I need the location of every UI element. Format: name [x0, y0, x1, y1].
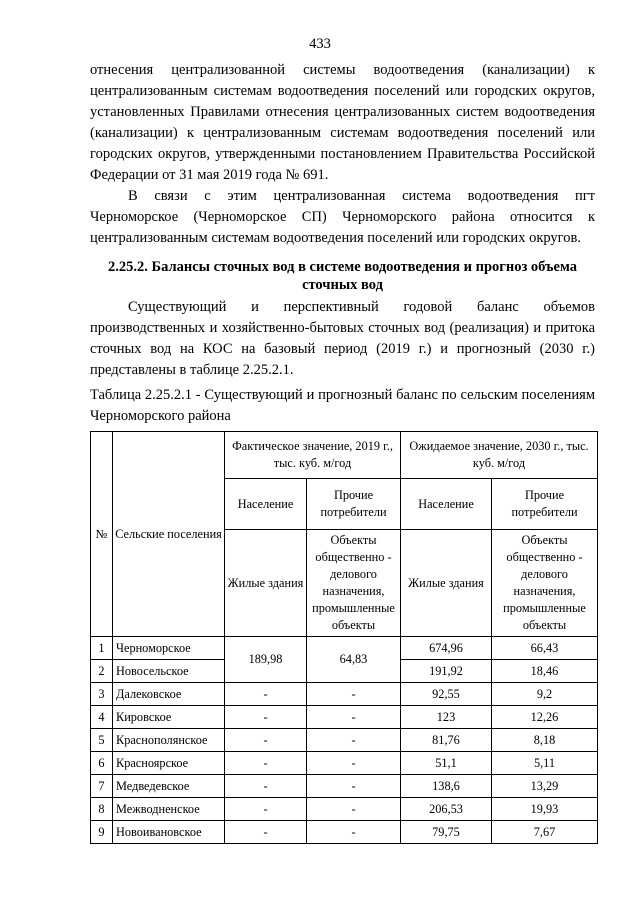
- row-num: 4: [91, 706, 113, 729]
- row-expected-population: 79,75: [401, 821, 492, 844]
- row-name: Новоивановское: [113, 821, 225, 844]
- row-actual-other: -: [307, 706, 401, 729]
- table-row: [91, 775, 598, 798]
- header-num: №: [91, 432, 113, 637]
- header-actual-public: Объекты общественно - делового назначения, промышленные объекты: [307, 530, 401, 637]
- row-expected-other: 12,26: [492, 706, 598, 729]
- header-actual-residential: Жилые здания: [225, 530, 307, 637]
- row-num: 9: [91, 821, 113, 844]
- header-expected-group: Ожидаемое значение, 2030 г., тыс. куб. м/год: [401, 432, 598, 479]
- row-expected-population: 674,96: [401, 637, 492, 660]
- row-expected-other: 18,46: [492, 660, 598, 683]
- header-settlement: Сельские поселения: [113, 432, 225, 637]
- row-actual-population: -: [225, 775, 307, 798]
- row-actual-population: -: [225, 798, 307, 821]
- table-row: [91, 729, 598, 752]
- document-body: [90, 60, 595, 844]
- row-expected-other: 13,29: [492, 775, 598, 798]
- row-actual-other: -: [307, 775, 401, 798]
- row-expected-other: 7,67: [492, 821, 598, 844]
- row-expected-population: 123: [401, 706, 492, 729]
- row-actual-other: -: [307, 798, 401, 821]
- table-row: [91, 821, 598, 844]
- balance-table: [90, 431, 598, 844]
- row-expected-population: 138,6: [401, 775, 492, 798]
- row-actual-other: -: [307, 729, 401, 752]
- row-num: 2: [91, 660, 113, 683]
- page-number: 433: [309, 36, 331, 52]
- table-row: [91, 752, 598, 775]
- header-actual-other: Прочие потребители: [307, 479, 401, 530]
- header-actual-population: Население: [225, 479, 307, 530]
- row-name: Медведевское: [113, 775, 225, 798]
- table-row: [91, 683, 598, 706]
- row-expected-population: 92,55: [401, 683, 492, 706]
- header-actual-group: Фактическое значение, 2019 г., тыс. куб. м/год: [225, 432, 401, 479]
- header-expected-residential: Жилые здания: [401, 530, 492, 637]
- row-num: 3: [91, 683, 113, 706]
- row-name: Далековское: [113, 683, 225, 706]
- table-caption: Таблица 2.25.2.1 - Существующий и прогнозный баланс по сельским поселениям Черноморского района: [90, 387, 595, 424]
- row-num: 8: [91, 798, 113, 821]
- table-row: [91, 637, 598, 660]
- row-actual-population: -: [225, 729, 307, 752]
- paragraph-3: Существующий и перспективный годовой баланс объемов производственных и хозяйственно-бытовых сточных вод (реализация) и притока сточных вод на КОС на базовый период (2019 г.) и прогнозный (2030 г.) представлены в таблице 2.25.2.1.: [90, 299, 595, 378]
- row-actual-population: -: [225, 706, 307, 729]
- row-expected-population: 51,1: [401, 752, 492, 775]
- row-name: Новосельское: [113, 660, 225, 683]
- row-expected-population: 206,53: [401, 798, 492, 821]
- row-actual-other: -: [307, 752, 401, 775]
- row-name: Краснополянское: [113, 729, 225, 752]
- table-row: [91, 706, 598, 729]
- row-expected-other: 9,2: [492, 683, 598, 706]
- row-expected-other: 5,11: [492, 752, 598, 775]
- header-expected-other: Прочие потребители: [492, 479, 598, 530]
- row-name: Кировское: [113, 706, 225, 729]
- header-expected-public: Объекты общественно - делового назначения, промышленные объекты: [492, 530, 598, 637]
- row-name: Черноморское: [113, 637, 225, 660]
- row-expected-other: 8,18: [492, 729, 598, 752]
- row-expected-other: 19,93: [492, 798, 598, 821]
- row-name: Межводненское: [113, 798, 225, 821]
- row-expected-population: 191,92: [401, 660, 492, 683]
- merged-actual-other: 64,83: [307, 637, 401, 683]
- header-expected-population: Население: [401, 479, 492, 530]
- paragraph-2: В связи с этим централизованная система водоотведения пгт Черноморское (Черноморское СП) Черноморского района относится к централизованным системам водоотведения поселений или городских округов.: [90, 188, 595, 246]
- row-num: 6: [91, 752, 113, 775]
- table-row: [91, 798, 598, 821]
- merged-actual-population: 189,98: [225, 637, 307, 683]
- row-num: 7: [91, 775, 113, 798]
- row-actual-other: -: [307, 683, 401, 706]
- row-name: Красноярское: [113, 752, 225, 775]
- row-num: 1: [91, 637, 113, 660]
- row-actual-other: -: [307, 821, 401, 844]
- row-expected-other: 66,43: [492, 637, 598, 660]
- row-actual-population: -: [225, 683, 307, 706]
- row-expected-population: 81,76: [401, 729, 492, 752]
- row-num: 5: [91, 729, 113, 752]
- row-actual-population: -: [225, 752, 307, 775]
- section-heading: 2.25.2. Балансы сточных вод в системе водоотведения и прогноз объема сточных вод: [108, 259, 577, 293]
- paragraph-1: отнесения централизованной системы водоотведения (канализации) к централизованным системам водоотведения поселений или городских округов, установленных Правилами отнесения централизованных систем водоотведения (канализации) к централизованным системам водоотведения поселений или городских округов, утвержденными постановлением Правительства Российской Федерации от 31 мая 2019 года № 691.: [90, 62, 595, 183]
- row-actual-population: -: [225, 821, 307, 844]
